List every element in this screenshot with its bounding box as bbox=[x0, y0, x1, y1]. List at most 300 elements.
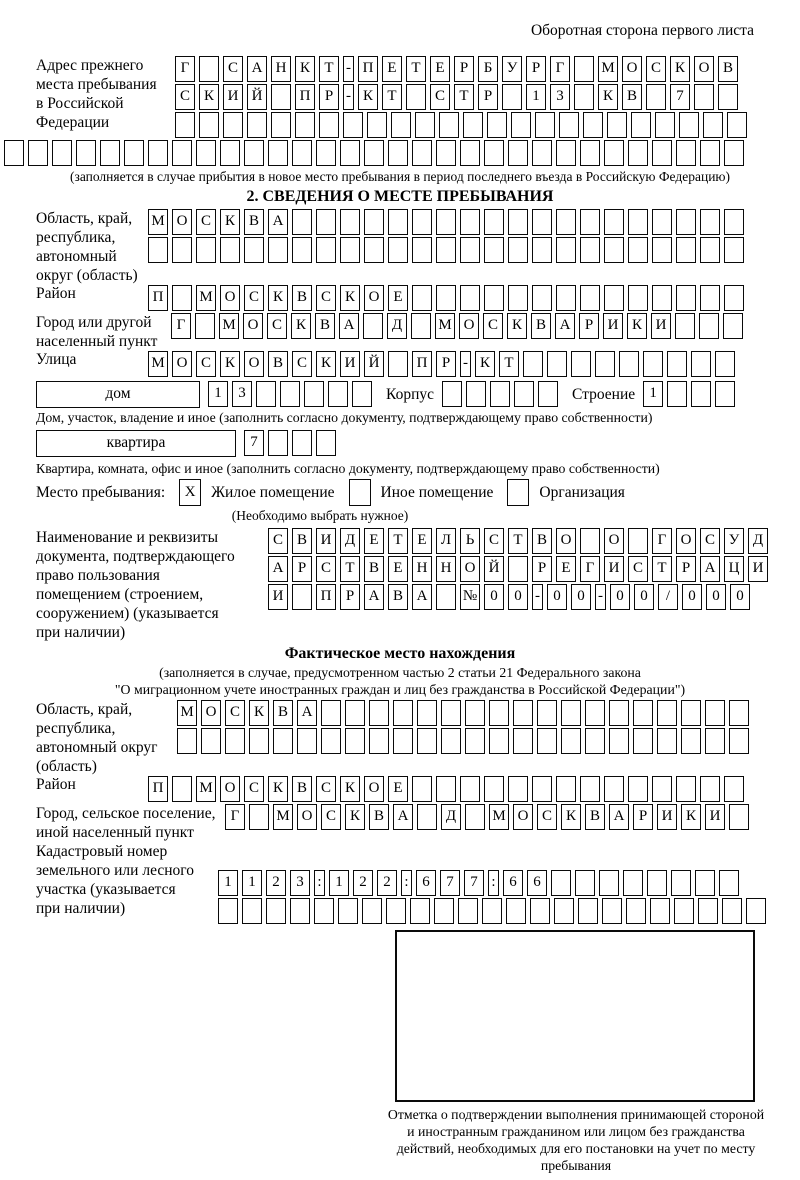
char-cell[interactable]: Д bbox=[387, 313, 407, 339]
char-cell[interactable]: 1 bbox=[329, 870, 349, 896]
char-cell[interactable]: О bbox=[604, 528, 624, 554]
char-cell[interactable] bbox=[244, 237, 264, 263]
char-cell[interactable] bbox=[290, 898, 310, 924]
char-cell[interactable] bbox=[619, 351, 639, 377]
char-cell[interactable]: № bbox=[460, 584, 480, 610]
char-cell[interactable] bbox=[723, 313, 743, 339]
char-cell[interactable]: П bbox=[412, 351, 432, 377]
char-cell[interactable] bbox=[609, 728, 629, 754]
char-cell[interactable]: Е bbox=[382, 56, 402, 82]
char-cell[interactable] bbox=[223, 112, 243, 138]
char-cell[interactable] bbox=[292, 209, 312, 235]
char-cell[interactable] bbox=[559, 112, 579, 138]
char-cell[interactable]: К bbox=[475, 351, 495, 377]
char-cell[interactable]: О bbox=[460, 556, 480, 582]
char-cell[interactable]: С bbox=[244, 776, 264, 802]
char-cell[interactable] bbox=[508, 776, 528, 802]
char-cell[interactable]: А bbox=[609, 804, 629, 830]
checkbox-organizatsiya[interactable] bbox=[507, 479, 529, 506]
char-cell[interactable]: С bbox=[292, 351, 312, 377]
char-cell[interactable]: С bbox=[267, 313, 287, 339]
char-cell[interactable] bbox=[484, 237, 504, 263]
char-cell[interactable]: С bbox=[537, 804, 557, 830]
char-cell[interactable] bbox=[513, 700, 533, 726]
char-cell[interactable]: Р bbox=[526, 56, 546, 82]
char-cell[interactable]: А bbox=[268, 209, 288, 235]
char-cell[interactable]: Е bbox=[388, 285, 408, 311]
char-cell[interactable] bbox=[604, 776, 624, 802]
char-cell[interactable] bbox=[244, 140, 264, 166]
char-cell[interactable]: С bbox=[484, 528, 504, 554]
char-cell[interactable] bbox=[172, 140, 192, 166]
char-cell[interactable]: О bbox=[244, 351, 264, 377]
char-cell[interactable]: В bbox=[292, 776, 312, 802]
char-cell[interactable] bbox=[695, 870, 715, 896]
char-cell[interactable] bbox=[676, 140, 696, 166]
char-cell[interactable] bbox=[681, 700, 701, 726]
char-cell[interactable] bbox=[646, 84, 666, 110]
char-cell[interactable]: В bbox=[364, 556, 384, 582]
char-cell[interactable]: Н bbox=[271, 56, 291, 82]
char-cell[interactable] bbox=[316, 430, 336, 456]
char-cell[interactable]: 1 bbox=[643, 381, 663, 407]
char-cell[interactable]: 2 bbox=[266, 870, 286, 896]
char-cell[interactable] bbox=[676, 209, 696, 235]
char-cell[interactable]: - bbox=[343, 56, 354, 82]
char-cell[interactable] bbox=[338, 898, 358, 924]
char-cell[interactable] bbox=[201, 728, 221, 754]
char-cell[interactable]: - bbox=[595, 584, 606, 610]
char-cell[interactable] bbox=[249, 804, 269, 830]
char-cell[interactable]: 1 bbox=[242, 870, 262, 896]
char-cell[interactable]: П bbox=[316, 584, 336, 610]
char-cell[interactable] bbox=[514, 381, 534, 407]
char-cell[interactable] bbox=[623, 870, 643, 896]
char-cell[interactable]: М bbox=[598, 56, 618, 82]
char-cell[interactable]: 0 bbox=[571, 584, 591, 610]
char-cell[interactable] bbox=[691, 381, 711, 407]
char-cell[interactable]: 0 bbox=[508, 584, 528, 610]
char-cell[interactable] bbox=[532, 237, 552, 263]
char-cell[interactable] bbox=[633, 728, 653, 754]
char-cell[interactable]: В bbox=[369, 804, 389, 830]
char-cell[interactable]: / bbox=[658, 584, 678, 610]
char-cell[interactable] bbox=[657, 728, 677, 754]
char-cell[interactable]: 7 bbox=[670, 84, 690, 110]
char-cell[interactable]: 6 bbox=[527, 870, 547, 896]
char-cell[interactable] bbox=[580, 140, 600, 166]
char-cell[interactable] bbox=[352, 381, 372, 407]
char-cell[interactable] bbox=[580, 237, 600, 263]
char-cell[interactable]: С bbox=[223, 56, 243, 82]
char-cell[interactable]: 3 bbox=[550, 84, 570, 110]
char-cell[interactable] bbox=[727, 112, 747, 138]
char-cell[interactable] bbox=[364, 140, 384, 166]
char-cell[interactable] bbox=[667, 381, 687, 407]
char-cell[interactable] bbox=[700, 776, 720, 802]
char-cell[interactable]: М bbox=[196, 776, 216, 802]
char-cell[interactable] bbox=[535, 112, 555, 138]
char-cell[interactable]: К bbox=[345, 804, 365, 830]
char-cell[interactable] bbox=[362, 898, 382, 924]
char-cell[interactable] bbox=[364, 237, 384, 263]
char-cell[interactable] bbox=[460, 209, 480, 235]
char-cell[interactable] bbox=[599, 870, 619, 896]
char-cell[interactable]: Г bbox=[652, 528, 672, 554]
char-cell[interactable]: А bbox=[555, 313, 575, 339]
kvartira-type-box[interactable]: квартира bbox=[36, 430, 236, 457]
char-cell[interactable] bbox=[652, 776, 672, 802]
char-cell[interactable] bbox=[196, 140, 216, 166]
char-cell[interactable] bbox=[273, 728, 293, 754]
char-cell[interactable] bbox=[628, 528, 648, 554]
char-cell[interactable] bbox=[436, 584, 456, 610]
char-cell[interactable]: К bbox=[598, 84, 618, 110]
char-cell[interactable]: К bbox=[670, 56, 690, 82]
char-cell[interactable] bbox=[655, 112, 675, 138]
char-cell[interactable]: К bbox=[358, 84, 378, 110]
char-cell[interactable] bbox=[328, 381, 348, 407]
char-cell[interactable] bbox=[321, 700, 341, 726]
char-cell[interactable]: С bbox=[430, 84, 450, 110]
char-cell[interactable]: Т bbox=[319, 56, 339, 82]
char-cell[interactable]: - bbox=[460, 351, 471, 377]
char-cell[interactable]: Т bbox=[388, 528, 408, 554]
char-cell[interactable]: Ц bbox=[724, 556, 744, 582]
char-cell[interactable] bbox=[242, 898, 262, 924]
char-cell[interactable]: Г bbox=[175, 56, 195, 82]
char-cell[interactable] bbox=[561, 728, 581, 754]
char-cell[interactable] bbox=[218, 898, 238, 924]
char-cell[interactable] bbox=[537, 700, 557, 726]
char-cell[interactable]: : bbox=[314, 870, 325, 896]
char-cell[interactable] bbox=[247, 112, 267, 138]
char-cell[interactable] bbox=[676, 776, 696, 802]
char-cell[interactable]: С bbox=[316, 285, 336, 311]
char-cell[interactable]: Р bbox=[319, 84, 339, 110]
char-cell[interactable] bbox=[434, 898, 454, 924]
char-cell[interactable] bbox=[460, 776, 480, 802]
char-cell[interactable]: С bbox=[196, 209, 216, 235]
char-cell[interactable]: О bbox=[364, 776, 384, 802]
char-cell[interactable] bbox=[667, 351, 687, 377]
char-cell[interactable]: О bbox=[676, 528, 696, 554]
char-cell[interactable] bbox=[441, 728, 461, 754]
char-cell[interactable] bbox=[412, 237, 432, 263]
char-cell[interactable]: В bbox=[292, 285, 312, 311]
char-cell[interactable] bbox=[292, 430, 312, 456]
char-cell[interactable] bbox=[719, 870, 739, 896]
char-cell[interactable] bbox=[76, 140, 96, 166]
char-cell[interactable] bbox=[729, 700, 749, 726]
char-cell[interactable]: В bbox=[531, 313, 551, 339]
char-cell[interactable]: Л bbox=[436, 528, 456, 554]
char-cell[interactable] bbox=[575, 870, 595, 896]
checkbox-inoe[interactable] bbox=[349, 479, 371, 506]
char-cell[interactable]: К bbox=[249, 700, 269, 726]
char-cell[interactable] bbox=[604, 140, 624, 166]
char-cell[interactable] bbox=[681, 728, 701, 754]
char-cell[interactable]: Р bbox=[436, 351, 456, 377]
char-cell[interactable] bbox=[367, 112, 387, 138]
char-cell[interactable]: 0 bbox=[547, 584, 567, 610]
char-cell[interactable] bbox=[465, 700, 485, 726]
char-cell[interactable] bbox=[691, 351, 711, 377]
char-cell[interactable] bbox=[580, 528, 600, 554]
char-cell[interactable] bbox=[369, 700, 389, 726]
char-cell[interactable]: Т bbox=[508, 528, 528, 554]
char-cell[interactable] bbox=[532, 140, 552, 166]
char-cell[interactable] bbox=[417, 804, 437, 830]
char-cell[interactable]: Р bbox=[478, 84, 498, 110]
char-cell[interactable] bbox=[724, 140, 744, 166]
char-cell[interactable] bbox=[674, 898, 694, 924]
char-cell[interactable]: М bbox=[196, 285, 216, 311]
char-cell[interactable]: О bbox=[243, 313, 263, 339]
char-cell[interactable]: И bbox=[604, 556, 624, 582]
char-cell[interactable]: Е bbox=[556, 556, 576, 582]
char-cell[interactable] bbox=[676, 285, 696, 311]
char-cell[interactable]: О bbox=[622, 56, 642, 82]
char-cell[interactable]: К bbox=[340, 776, 360, 802]
char-cell[interactable] bbox=[489, 728, 509, 754]
char-cell[interactable]: Т bbox=[652, 556, 672, 582]
char-cell[interactable]: Б bbox=[478, 56, 498, 82]
char-cell[interactable] bbox=[295, 112, 315, 138]
char-cell[interactable]: Е bbox=[388, 776, 408, 802]
char-cell[interactable] bbox=[554, 898, 574, 924]
char-cell[interactable] bbox=[196, 237, 216, 263]
char-cell[interactable]: П bbox=[358, 56, 378, 82]
char-cell[interactable]: И bbox=[651, 313, 671, 339]
char-cell[interactable] bbox=[556, 776, 576, 802]
char-cell[interactable] bbox=[609, 700, 629, 726]
char-cell[interactable] bbox=[465, 804, 485, 830]
char-cell[interactable] bbox=[724, 209, 744, 235]
char-cell[interactable] bbox=[508, 237, 528, 263]
char-cell[interactable]: 0 bbox=[610, 584, 630, 610]
char-cell[interactable]: 7 bbox=[440, 870, 460, 896]
char-cell[interactable] bbox=[343, 112, 363, 138]
char-cell[interactable] bbox=[626, 898, 646, 924]
char-cell[interactable]: С bbox=[700, 528, 720, 554]
char-cell[interactable]: Й bbox=[484, 556, 504, 582]
char-cell[interactable]: М bbox=[148, 209, 168, 235]
char-cell[interactable] bbox=[292, 237, 312, 263]
char-cell[interactable]: Р bbox=[454, 56, 474, 82]
char-cell[interactable]: С bbox=[268, 528, 288, 554]
char-cell[interactable]: Р bbox=[676, 556, 696, 582]
char-cell[interactable]: В bbox=[718, 56, 738, 82]
char-cell[interactable]: Р bbox=[532, 556, 552, 582]
char-cell[interactable]: И bbox=[223, 84, 243, 110]
char-cell[interactable]: К bbox=[681, 804, 701, 830]
char-cell[interactable]: Р bbox=[292, 556, 312, 582]
char-cell[interactable] bbox=[607, 112, 627, 138]
char-cell[interactable] bbox=[556, 209, 576, 235]
char-cell[interactable]: Г bbox=[171, 313, 191, 339]
char-cell[interactable] bbox=[628, 285, 648, 311]
char-cell[interactable]: В bbox=[292, 528, 312, 554]
char-cell[interactable]: К bbox=[627, 313, 647, 339]
char-cell[interactable] bbox=[511, 112, 531, 138]
char-cell[interactable] bbox=[393, 728, 413, 754]
char-cell[interactable]: Е bbox=[412, 528, 432, 554]
char-cell[interactable]: Т bbox=[340, 556, 360, 582]
char-cell[interactable] bbox=[652, 140, 672, 166]
char-cell[interactable] bbox=[411, 313, 431, 339]
char-cell[interactable]: 0 bbox=[634, 584, 654, 610]
char-cell[interactable] bbox=[4, 140, 24, 166]
char-cell[interactable] bbox=[700, 237, 720, 263]
char-cell[interactable] bbox=[657, 700, 677, 726]
char-cell[interactable] bbox=[177, 728, 197, 754]
char-cell[interactable] bbox=[406, 84, 426, 110]
char-cell[interactable]: Т bbox=[382, 84, 402, 110]
char-cell[interactable] bbox=[316, 237, 336, 263]
char-cell[interactable]: А bbox=[700, 556, 720, 582]
char-cell[interactable] bbox=[256, 381, 276, 407]
char-cell[interactable]: 1 bbox=[208, 381, 228, 407]
char-cell[interactable]: С bbox=[316, 776, 336, 802]
char-cell[interactable] bbox=[700, 140, 720, 166]
char-cell[interactable] bbox=[172, 237, 192, 263]
char-cell[interactable] bbox=[652, 285, 672, 311]
char-cell[interactable]: С bbox=[483, 313, 503, 339]
char-cell[interactable] bbox=[391, 112, 411, 138]
char-cell[interactable] bbox=[195, 313, 215, 339]
char-cell[interactable]: Д bbox=[748, 528, 768, 554]
char-cell[interactable] bbox=[271, 112, 291, 138]
char-cell[interactable]: А bbox=[297, 700, 317, 726]
char-cell[interactable]: В bbox=[315, 313, 335, 339]
char-cell[interactable]: В bbox=[585, 804, 605, 830]
char-cell[interactable] bbox=[705, 700, 725, 726]
char-cell[interactable] bbox=[484, 285, 504, 311]
char-cell[interactable]: 0 bbox=[682, 584, 702, 610]
char-cell[interactable] bbox=[574, 84, 594, 110]
char-cell[interactable] bbox=[465, 728, 485, 754]
char-cell[interactable] bbox=[490, 381, 510, 407]
char-cell[interactable]: О bbox=[556, 528, 576, 554]
char-cell[interactable]: Р bbox=[633, 804, 653, 830]
char-cell[interactable] bbox=[220, 140, 240, 166]
char-cell[interactable]: : bbox=[401, 870, 412, 896]
char-cell[interactable]: О bbox=[172, 351, 192, 377]
char-cell[interactable] bbox=[724, 776, 744, 802]
char-cell[interactable] bbox=[340, 209, 360, 235]
char-cell[interactable]: Е bbox=[364, 528, 384, 554]
char-cell[interactable]: О bbox=[172, 209, 192, 235]
char-cell[interactable] bbox=[292, 584, 312, 610]
char-cell[interactable]: - bbox=[343, 84, 354, 110]
char-cell[interactable] bbox=[100, 140, 120, 166]
char-cell[interactable] bbox=[628, 237, 648, 263]
char-cell[interactable] bbox=[484, 209, 504, 235]
char-cell[interactable] bbox=[700, 285, 720, 311]
char-cell[interactable]: 7 bbox=[244, 430, 264, 456]
char-cell[interactable] bbox=[532, 209, 552, 235]
char-cell[interactable]: О bbox=[364, 285, 384, 311]
char-cell[interactable] bbox=[484, 140, 504, 166]
char-cell[interactable]: У bbox=[724, 528, 744, 554]
char-cell[interactable] bbox=[694, 84, 714, 110]
char-cell[interactable]: 3 bbox=[232, 381, 252, 407]
char-cell[interactable] bbox=[388, 140, 408, 166]
char-cell[interactable]: Т bbox=[406, 56, 426, 82]
char-cell[interactable] bbox=[417, 728, 437, 754]
char-cell[interactable] bbox=[393, 700, 413, 726]
char-cell[interactable] bbox=[412, 285, 432, 311]
char-cell[interactable]: К bbox=[220, 209, 240, 235]
char-cell[interactable] bbox=[556, 285, 576, 311]
char-cell[interactable] bbox=[442, 381, 462, 407]
char-cell[interactable] bbox=[363, 313, 383, 339]
char-cell[interactable] bbox=[482, 898, 502, 924]
char-cell[interactable]: К bbox=[316, 351, 336, 377]
char-cell[interactable] bbox=[199, 56, 219, 82]
char-cell[interactable]: Н bbox=[412, 556, 432, 582]
char-cell[interactable] bbox=[703, 112, 723, 138]
char-cell[interactable] bbox=[271, 84, 291, 110]
char-cell[interactable]: В bbox=[268, 351, 288, 377]
char-cell[interactable]: 1 bbox=[218, 870, 238, 896]
char-cell[interactable]: 6 bbox=[416, 870, 436, 896]
char-cell[interactable] bbox=[675, 313, 695, 339]
char-cell[interactable] bbox=[604, 237, 624, 263]
char-cell[interactable] bbox=[538, 381, 558, 407]
char-cell[interactable] bbox=[508, 285, 528, 311]
char-cell[interactable] bbox=[439, 112, 459, 138]
char-cell[interactable] bbox=[463, 112, 483, 138]
char-cell[interactable]: В bbox=[622, 84, 642, 110]
char-cell[interactable] bbox=[436, 140, 456, 166]
char-cell[interactable] bbox=[268, 430, 288, 456]
char-cell[interactable]: 0 bbox=[706, 584, 726, 610]
char-cell[interactable]: Г bbox=[580, 556, 600, 582]
char-cell[interactable] bbox=[583, 112, 603, 138]
char-cell[interactable]: 0 bbox=[730, 584, 750, 610]
char-cell[interactable] bbox=[441, 700, 461, 726]
char-cell[interactable] bbox=[508, 140, 528, 166]
char-cell[interactable]: М bbox=[177, 700, 197, 726]
char-cell[interactable]: В bbox=[273, 700, 293, 726]
char-cell[interactable] bbox=[410, 898, 430, 924]
char-cell[interactable] bbox=[388, 237, 408, 263]
char-cell[interactable]: 2 bbox=[377, 870, 397, 896]
char-cell[interactable] bbox=[489, 700, 509, 726]
char-cell[interactable] bbox=[700, 209, 720, 235]
char-cell[interactable]: С bbox=[646, 56, 666, 82]
char-cell[interactable]: Т bbox=[454, 84, 474, 110]
char-cell[interactable] bbox=[249, 728, 269, 754]
char-cell[interactable] bbox=[415, 112, 435, 138]
char-cell[interactable] bbox=[699, 313, 719, 339]
char-cell[interactable] bbox=[369, 728, 389, 754]
char-cell[interactable]: О bbox=[297, 804, 317, 830]
char-cell[interactable] bbox=[571, 351, 591, 377]
char-cell[interactable] bbox=[628, 209, 648, 235]
char-cell[interactable]: С bbox=[316, 556, 336, 582]
char-cell[interactable]: 3 bbox=[290, 870, 310, 896]
char-cell[interactable] bbox=[729, 728, 749, 754]
char-cell[interactable] bbox=[460, 237, 480, 263]
char-cell[interactable] bbox=[722, 898, 742, 924]
char-cell[interactable] bbox=[718, 84, 738, 110]
char-cell[interactable] bbox=[574, 56, 594, 82]
char-cell[interactable] bbox=[580, 285, 600, 311]
char-cell[interactable]: П bbox=[148, 285, 168, 311]
